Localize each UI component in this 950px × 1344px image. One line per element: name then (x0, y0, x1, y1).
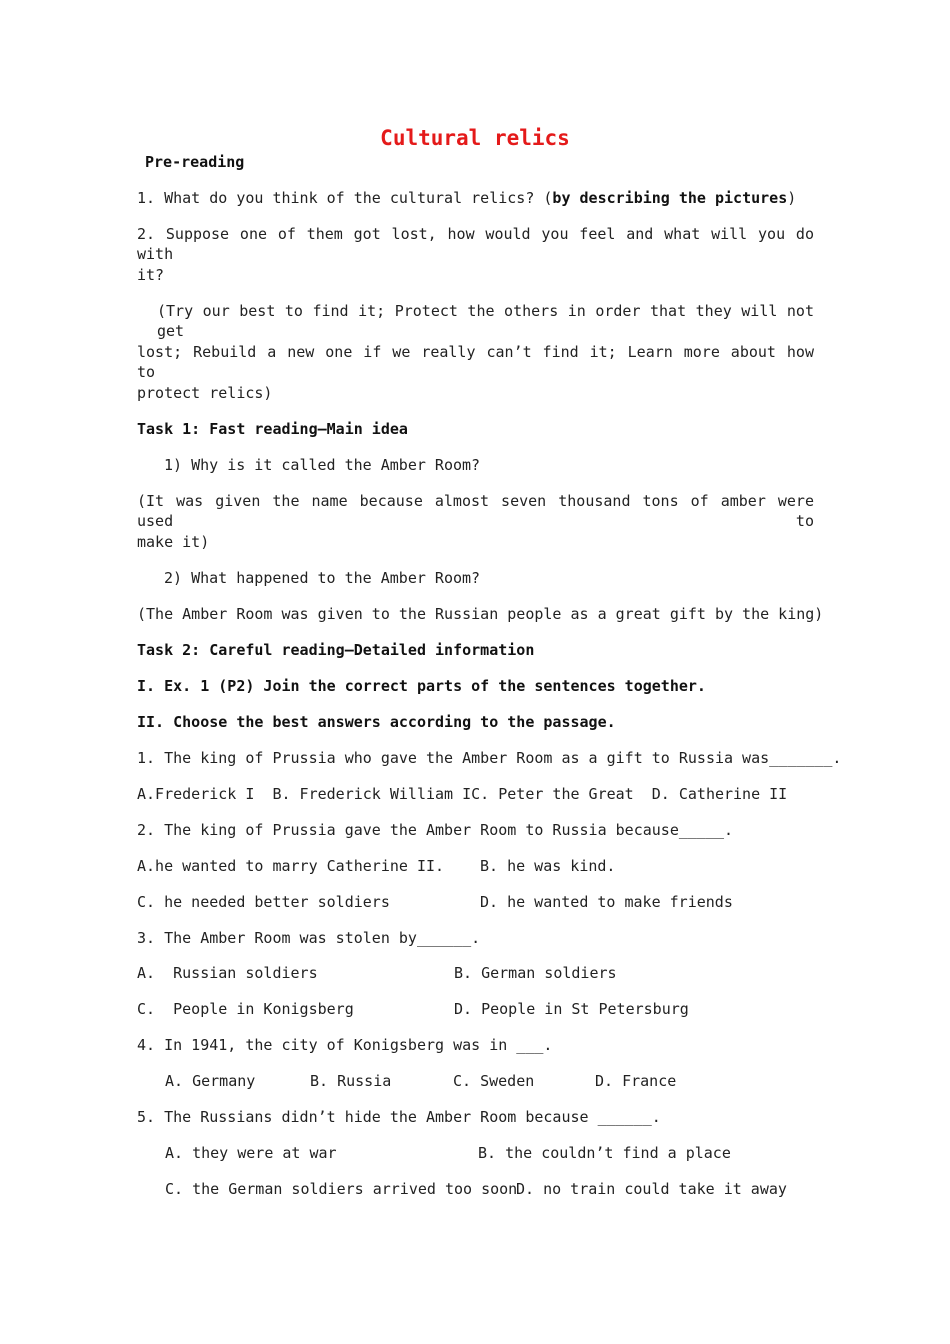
question-4-option-a: A. Germany (165, 1072, 256, 1090)
pre-reading-question-2-line-2: it? (137, 266, 165, 284)
question-1-options: A.Frederick I B. Frederick William IC. Peter the Great D. Catherine II (137, 785, 788, 803)
question-1-stem: 1. The king of Prussia who gave the Amber Room as a gift to Russia was_______. (137, 749, 842, 767)
task-1-answer-2: (The Amber Room was given to the Russian people as a great gift by the king) (137, 605, 824, 623)
question-5-option-c: C. the German soldiers arrived too soon (165, 1180, 518, 1198)
pre-reading-question-2-line-1: 2. Suppose one of them got lost, how would you feel and what will you do with (137, 225, 814, 263)
question-2-option-d: D. he wanted to make friends (480, 893, 733, 911)
pre-reading-heading: Pre-reading (145, 153, 245, 171)
question-2-option-c: C. he needed better soldiers (137, 893, 390, 911)
q1-bold: by describing the pictures (552, 189, 788, 207)
q1-prefix: 1. What do you think of the cultural relics? ( (137, 189, 553, 207)
page-title: Cultural relics (380, 126, 570, 150)
question-4-stem: 4. In 1941, the city of Konigsberg was in ___. (137, 1036, 553, 1054)
question-3-option-b: B. German soldiers (454, 964, 617, 982)
question-4-option-d: D. France (595, 1072, 677, 1090)
question-5-option-a: A. they were at war (165, 1144, 337, 1162)
question-5-stem: 5. The Russians didn’t hide the Amber Room because ______. (137, 1108, 661, 1126)
task-2-heading: Task 2: Careful reading—Detailed information (137, 641, 535, 659)
question-2-option-a: A.he wanted to marry Catherine II. (137, 857, 445, 875)
pre-reading-question-1 (137, 188, 796, 208)
task-1-question-1: 1) Why is it called the Amber Room? (164, 456, 481, 474)
question-4-option-c: C. Sweden (453, 1072, 535, 1090)
question-5-option-d: D. no train could take it away (516, 1180, 787, 1198)
pre-reading-answer-2-line-2: lost; Rebuild a new one if we really can’t find it; Learn more about how to (137, 343, 814, 381)
question-3-option-d: D. People in St Petersburg (454, 1000, 689, 1018)
task-1-heading: Task 1: Fast reading—Main idea (137, 420, 408, 438)
question-3-option-c: C. People in Konigsberg (137, 1000, 354, 1018)
q1-suffix: ) (787, 189, 797, 207)
task-1-question-2: 2) What happened to the Amber Room? (164, 569, 481, 587)
question-5-option-b: B. the couldn’t find a place (478, 1144, 731, 1162)
question-3-stem: 3. The Amber Room was stolen by______. (137, 929, 481, 947)
task-1-answer-1-line-1: (It was given the name because almost seven thousand tons of amber were used to (137, 492, 814, 530)
question-4-option-b: B. Russia (310, 1072, 392, 1090)
task-1-answer-1-line-2: make it) (137, 533, 210, 551)
task-2-part-1: I. Ex. 1 (P2) Join the correct parts of the sentences together. (137, 677, 706, 695)
question-2-option-b: B. he was kind. (480, 857, 616, 875)
question-3-option-a: A. Russian soldiers (137, 964, 318, 982)
task-2-part-2: II. Choose the best answers according to the passage. (137, 713, 616, 731)
pre-reading-answer-2-line-3: protect relics) (137, 384, 273, 402)
question-2-stem: 2. The king of Prussia gave the Amber Room to Russia because_____. (137, 821, 734, 839)
pre-reading-answer-2-line-1: (Try our best to find it; Protect the others in order that they will not get (157, 302, 814, 340)
